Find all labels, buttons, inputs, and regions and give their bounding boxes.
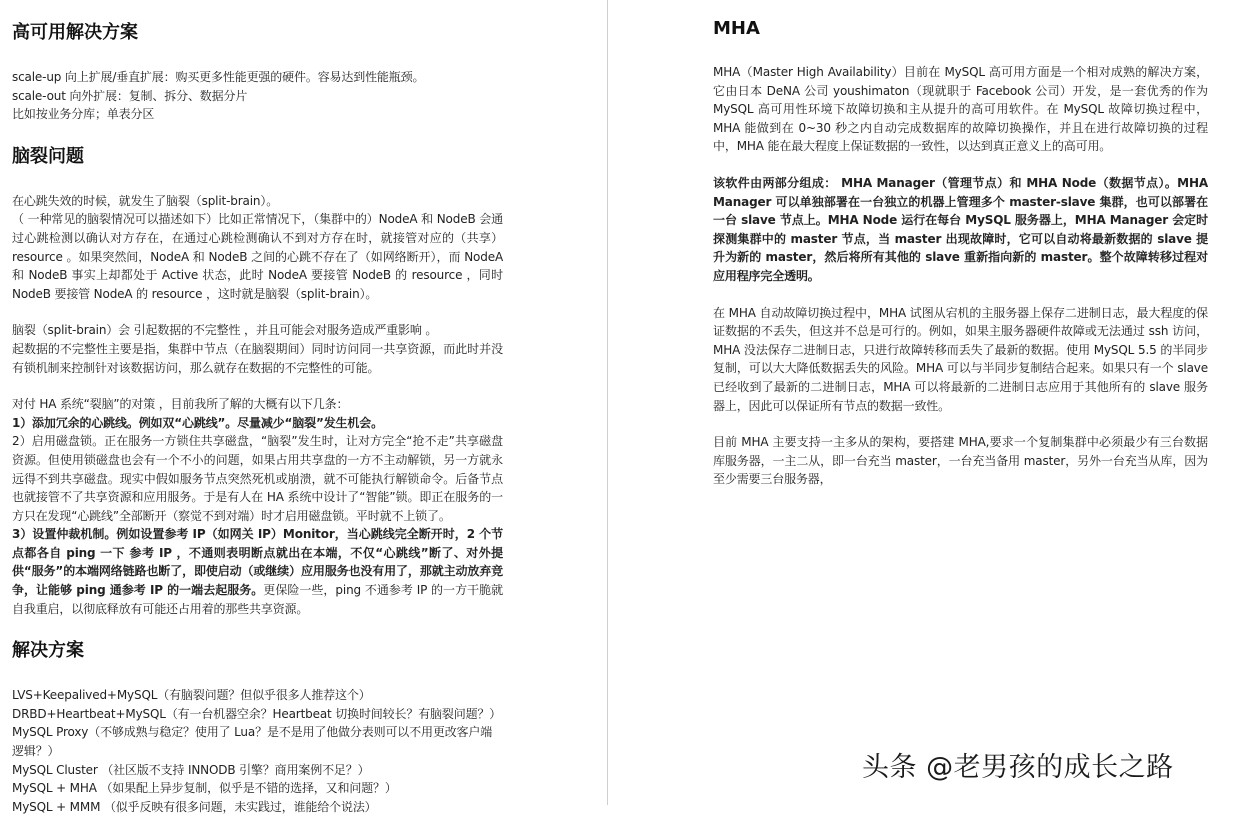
split-paragraph-7: 2）启用磁盘锁。正在服务一方锁住共享磁盘，“脑裂”发生时，让对方完全“抢不走”共享磁盘资源。但使用锁磁盘也会有一个不小的问题，如果占用共享盘的一方不主动解锁，另一方就永远得不到共享磁盘。现实中假如服务节点突然死机或崩溃，就不可能执行解锁命令。后备节点也就接管不了共享资源和应用服务。于是有人在 HA 系统中设计了“智能”锁。即正在服务的一方只在发现“心跳线”全部断开（察觉不到对端）时才启用磁盘锁。平时就不上锁了。 xyxy=(12,434,503,523)
split-paragraph-4: 起数据的不完整性主要是指，集群中节点（在脑裂期间）同时访问同一共享资源，而此时并没有锁机制来控制针对该数据访问，那么就存在数据的不完整性的可能。 xyxy=(12,341,503,375)
split-paragraph-2: （ 一种常见的脑裂情况可以描述如下）比如正常情况下，（集群中的）NodeA 和 NodeB 会通过心跳检测以确认对方存在，在通过心跳检测确认不到对方存在时，就接管对应的（共享）resource 。如果突然间，NodeA 和 NodeB 之间的心跳不存在了（如网络断开），而 NodeA 和 NodeB 事实上却都处于 Active 状态，此时 NodeA 要接管 NodeB 的 resource ，同时 NodeB 要接管 NodeA 的 resource ，这时就是脑裂（split-brain）。 xyxy=(12,212,503,301)
split-paragraph-1: 在心跳失效的时候，就发生了脑裂（split-brain）。 xyxy=(12,193,279,208)
solution-list xyxy=(12,686,503,816)
mha-paragraph-2: 该软件由两部分组成： MHA Manager（管理节点）和 MHA Node（数据节点）。MHA Manager 可以单独部署在一台独立的机器上管理多个 master-slave 集群，也可以部署在一台 slave 节点上。MHA Node 运行在每台 MySQL 服务器上，MHA Manager 会定时探测集群中的 master 节点，当 master 出现故障时，它可以自动将最新数据的 slave 提升为新的 master，然后将所有其他的 slave 重新指向新的 master。整个故障转移过程对应用程序完全透明。 xyxy=(713,175,1208,283)
heading-split-brain: 脑裂问题 xyxy=(12,145,84,167)
mha-paragraph-4: 目前 MHA 主要支持一主多从的架构，要搭建 MHA,要求一个复制集群中必须最少有三台数据库服务器，一主二从，即一台充当 master，一台充当备用 master，另外一台充当从库，因为至少需要三台服务器， xyxy=(713,435,1208,487)
list-item: MySQL Cluster （社区版不支持 INNODB 引擎？商用案例不足？） xyxy=(12,762,370,777)
split-paragraph-6: 1）添加冗余的心跳线。例如双“心跳线”。尽量减少“脑裂”发生机会。 xyxy=(12,415,383,430)
heading-mha: MHA xyxy=(713,18,760,39)
split-paragraph-8 xyxy=(12,525,503,618)
split-paragraph-8-rest: 更保险一些，ping 不通参考 IP 的一方干脆就自我重启，以彻底释放有可能还占用着的那些共享资源。 xyxy=(12,583,503,616)
watermark-text: 头条 @老男孩的成长之路 xyxy=(862,752,1174,783)
split-paragraph-3: 脑裂（split-brain）会 引起数据的不完整性 ，并且可能会对服务造成严重影响 。 xyxy=(12,323,438,338)
ha-line-3: 比如按业务分库；单表分区 xyxy=(12,107,155,122)
heading-high-availability: 高可用解决方案 xyxy=(12,22,138,43)
list-item: LVS+Keepalived+MySQL（有脑裂问题？但似乎很多人推荐这个） xyxy=(12,688,371,703)
list-item: MySQL + MMM （似乎反映有很多问题，未实践过，谁能给个说法） xyxy=(12,799,377,814)
left-column xyxy=(0,0,607,814)
mha-paragraph-3: 在 MHA 自动故障切换过程中，MHA 试图从宕机的主服务器上保存二进制日志，最大程度的保证数据的不丢失，但这并不总是可行的。例如，如果主服务器硬件故障或无法通过 ssh 访问，MHA 没法保存二进制日志，只进行故障转移而丢失了最新的数据。使用 MySQL 5.5 的半同步复制，可以大大降低数据丢失的风险。MHA 可以与半同步复制结合起来。如果只有一个 slave 已经收到了最新的二进制日志，MHA 可以将最新的二进制日志应用于其他所有的 slave 服务器上，因此可以保证所有节点的数据一致性。 xyxy=(713,305,1208,413)
mha-paragraph-1: MHA（Master High Availability）目前在 MySQL 高可用方面是一个相对成熟的解决方案，它由日本 DeNA 公司 youshimaton（现就职于 Facebook 公司）开发，是一套优秀的作为 MySQL 高可用性环境下故障切换和主从提升的高可用软件。在 MySQL 故障切换过程中，MHA 能做到在 0~30 秒之内自动完成数据库的故障切换操作，并且在进行故障切换的过程中，MHA 能在最大程度上保证数据的一致性，以达到真正意义上的高可用。 xyxy=(713,65,1208,154)
right-column xyxy=(608,0,1238,805)
list-item: MySQL Proxy（不够成熟与稳定？使用了 Lua？是不是用了他做分表则可以不用更改客户端逻辑？） xyxy=(12,725,493,759)
ha-line-2: scale-out 向外扩展：复制、拆分、数据分片 xyxy=(12,88,248,103)
heading-solution: 解决方案 xyxy=(12,640,84,662)
split-paragraph-8-bold: 3）设置仲裁机制。例如设置参考 IP（如网关 IP）Monitor，当心跳线完全断开时，2 个节点都各自 ping 一下 参考 IP ，不通则表明断点就出在本端，不仅“心跳线”断了、对外提供“服务”的本端网络链路也断了，即使启动（或继续）应用服务也没有用了，那就主动放弃竞争，让能够 ping 通参考 IP 的一端去起服务。 xyxy=(12,527,503,598)
split-paragraph-5: 对付 HA 系统“裂脑”的对策 ，目前我所了解的大概有以下几条： xyxy=(12,397,349,412)
list-item: MySQL + MHA （如果配上异步复制，似乎是不错的选择，又和问题？） xyxy=(12,781,397,796)
ha-line-1: scale-up 向上扩展/垂直扩展：购买更多性能更强的硬件。容易达到性能瓶颈。 xyxy=(12,70,425,84)
list-item: DRBD+Heartbeat+MySQL（有一台机器空余？Heartbeat 切换时间较长？有脑裂问题？） xyxy=(12,706,502,721)
